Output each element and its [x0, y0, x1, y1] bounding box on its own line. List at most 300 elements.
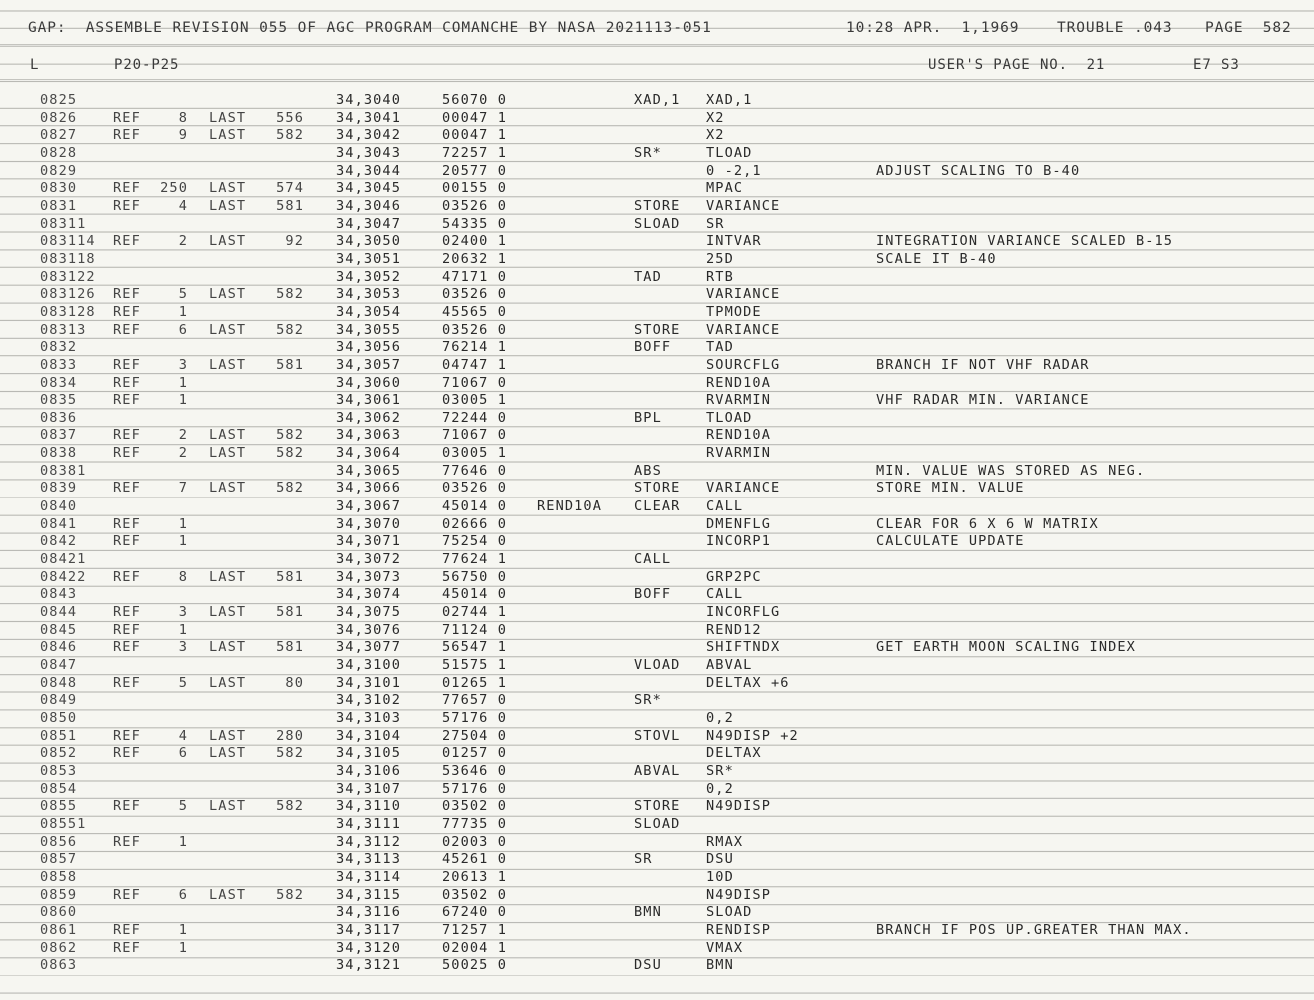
line-number: 08551	[40, 815, 87, 832]
last-page: 582	[276, 798, 304, 815]
address: 34,3110	[336, 798, 401, 815]
comment: SCALE IT B-40	[876, 250, 997, 267]
comment: BRANCH IF NOT VHF RADAR	[876, 356, 1090, 373]
ref-count: 1	[178, 374, 188, 391]
address: 34,3100	[336, 657, 401, 673]
operand: VARIANCE	[706, 197, 781, 214]
address: 34,3104	[336, 727, 401, 744]
address: 34,3063	[336, 427, 401, 444]
line-number: 0846	[40, 639, 78, 656]
operand: RVARMIN	[706, 445, 771, 462]
listing-body	[0, 92, 1314, 975]
last-page: 581	[276, 197, 304, 214]
operand: DELTAX +6	[706, 674, 790, 691]
operand: BMN	[706, 957, 734, 974]
opcode: ABS	[634, 462, 662, 479]
operand: SR	[706, 215, 725, 232]
ref-count: 1	[178, 939, 188, 956]
ref-tag: REF	[113, 427, 141, 444]
listing-row	[0, 127, 1314, 145]
listing-row	[0, 604, 1314, 622]
operand: TPMODE	[706, 303, 762, 320]
line-number: 0838	[40, 445, 78, 462]
line-number: 0827	[40, 127, 78, 144]
ref-tag: REF	[113, 939, 141, 956]
address: 34,3105	[336, 745, 401, 762]
octal-code: 71067 0	[442, 374, 507, 391]
last-tag: LAST	[209, 356, 247, 373]
octal-code: 03005 1	[442, 445, 507, 462]
comment: CALCULATE UPDATE	[876, 533, 1025, 550]
listing-row	[0, 180, 1314, 198]
operand: VARIANCE	[706, 480, 781, 497]
listing-row	[0, 851, 1314, 869]
address: 34,3103	[336, 709, 401, 726]
listing-row	[0, 516, 1314, 534]
ref-count: 1	[178, 515, 188, 532]
line-number: 0833	[40, 356, 78, 373]
last-page: 80	[285, 674, 304, 691]
listing-row	[0, 940, 1314, 958]
comment: CLEAR FOR 6 X 6 W MATRIX	[876, 515, 1099, 532]
address: 34,3111	[336, 815, 401, 832]
comment: ADJUST SCALING TO B-40	[876, 162, 1081, 179]
operand: DSU	[706, 851, 734, 868]
comment: INTEGRATION VARIANCE SCALED B-15	[876, 233, 1174, 250]
address: 34,3074	[336, 586, 401, 603]
operand: VARIANCE	[706, 286, 781, 303]
address: 34,3073	[336, 568, 401, 585]
line-number: 0845	[40, 621, 78, 638]
octal-code: 01265 1	[442, 674, 507, 691]
octal-code: 03526 0	[442, 480, 507, 497]
opcode: BPL	[634, 409, 662, 426]
listing-row	[0, 463, 1314, 481]
opcode: CLEAR	[634, 498, 681, 515]
listing-row	[0, 480, 1314, 498]
operand: N49DISP	[706, 798, 771, 815]
ref-count: 2	[178, 445, 188, 462]
last-tag: LAST	[209, 639, 247, 656]
last-page: 582	[276, 886, 304, 903]
operand: SHIFTNDX	[706, 639, 781, 656]
sheet-code: E7 S3	[1193, 57, 1240, 73]
ref-tag: REF	[113, 674, 141, 691]
ref-tag: REF	[113, 480, 141, 497]
octal-code: 03526 0	[442, 321, 507, 338]
line-number: 0862	[40, 939, 78, 956]
opcode: BMN	[634, 904, 662, 921]
octal-code: 56547 1	[442, 639, 507, 656]
address: 34,3044	[336, 162, 401, 179]
ref-count: 5	[178, 286, 188, 303]
line-number: 0843	[40, 586, 78, 603]
ref-count: 6	[178, 745, 188, 762]
ref-count: 5	[178, 674, 188, 691]
octal-code: 02003 0	[442, 833, 507, 850]
address: 34,3051	[336, 250, 401, 267]
listing-row	[0, 869, 1314, 887]
opcode: CALL	[634, 551, 672, 568]
last-page: 582	[276, 745, 304, 762]
listing-row	[0, 675, 1314, 693]
last-page: 582	[276, 127, 304, 144]
operand: TLOAD	[706, 144, 753, 161]
listing-row	[0, 304, 1314, 322]
address: 34,3056	[336, 339, 401, 356]
last-tag: LAST	[209, 286, 247, 303]
line-number: 0852	[40, 745, 78, 762]
octal-code: 76214 1	[442, 339, 507, 356]
line-number: 0840	[40, 498, 78, 515]
line-number: 08381	[40, 462, 87, 479]
octal-code: 53646 0	[442, 762, 507, 779]
listing-row	[0, 904, 1314, 922]
comment: GET EARTH MOON SCALING INDEX	[876, 639, 1136, 656]
line-number: 0851	[40, 727, 78, 744]
operand: SLOAD	[706, 904, 753, 921]
octal-code: 50025 0	[442, 957, 507, 974]
ref-tag: REF	[113, 127, 141, 144]
octal-code: 03502 0	[442, 798, 507, 815]
octal-code: 57176 0	[442, 780, 507, 797]
octal-code: 71124 0	[442, 621, 507, 638]
address: 34,3057	[336, 356, 401, 373]
octal-code: 02744 1	[442, 604, 507, 621]
listing-row	[0, 286, 1314, 304]
line-number: 0826	[40, 109, 78, 126]
line-number: 0860	[40, 904, 78, 921]
listing-row	[0, 110, 1314, 128]
listing-row	[0, 922, 1314, 940]
operand: TLOAD	[706, 409, 753, 426]
address: 34,3075	[336, 604, 401, 621]
octal-code: 72257 1	[442, 144, 507, 161]
octal-code: 71067 0	[442, 427, 507, 444]
line-number: 08421	[40, 551, 87, 568]
octal-code: 77624 1	[442, 551, 507, 568]
operand: RMAX	[706, 833, 744, 850]
last-page: 581	[276, 356, 304, 373]
operand: VARIANCE	[706, 321, 781, 338]
listing-row	[0, 251, 1314, 269]
opcode: TAD	[634, 268, 662, 285]
address: 34,3042	[336, 127, 401, 144]
opcode: SR*	[634, 692, 662, 709]
opcode: DSU	[634, 957, 662, 974]
address: 34,3070	[336, 515, 401, 532]
last-tag: LAST	[209, 480, 247, 497]
listing-row	[0, 657, 1314, 675]
address: 34,3121	[336, 957, 401, 974]
listing-row	[0, 798, 1314, 816]
last-tag: LAST	[209, 445, 247, 462]
octal-code: 51575 1	[442, 657, 507, 673]
opcode: XAD,1	[634, 92, 681, 108]
ref-tag: REF	[113, 321, 141, 338]
listing-row	[0, 216, 1314, 234]
ref-tag: REF	[113, 727, 141, 744]
line-number: 0856	[40, 833, 78, 850]
listing-row	[0, 728, 1314, 746]
last-page: 581	[276, 604, 304, 621]
last-tag: LAST	[209, 886, 247, 903]
address: 34,3046	[336, 197, 401, 214]
label: REND10A	[537, 498, 602, 515]
last-page: 582	[276, 286, 304, 303]
line-number: 0836	[40, 409, 78, 426]
octal-code: 45014 0	[442, 586, 507, 603]
octal-code: 77646 0	[442, 462, 507, 479]
listing-row	[0, 427, 1314, 445]
address: 34,3061	[336, 392, 401, 409]
listing-row	[0, 357, 1314, 375]
octal-code: 45261 0	[442, 851, 507, 868]
ref-count: 1	[178, 392, 188, 409]
opcode: SR*	[634, 144, 662, 161]
address: 34,3101	[336, 674, 401, 691]
ref-count: 9	[178, 127, 188, 144]
listing-row	[0, 145, 1314, 163]
operand: N49DISP	[706, 886, 771, 903]
line-number: 083118	[40, 250, 96, 267]
ref-count: 8	[178, 109, 188, 126]
address: 34,3045	[336, 180, 401, 197]
line-number: 08422	[40, 568, 87, 585]
line-number: 0831	[40, 197, 78, 214]
operand: CALL	[706, 498, 744, 515]
last-tag: LAST	[209, 127, 247, 144]
ref-count: 5	[178, 798, 188, 815]
ref-count: 1	[178, 533, 188, 550]
opcode: BOFF	[634, 586, 672, 603]
users-page-number: USER'S PAGE NO. 21	[928, 57, 1106, 73]
octal-code: 01257 0	[442, 745, 507, 762]
address: 34,3066	[336, 480, 401, 497]
octal-code: 67240 0	[442, 904, 507, 921]
operand: REND10A	[706, 374, 771, 391]
last-tag: LAST	[209, 727, 247, 744]
page-number: PAGE 582	[1205, 20, 1292, 36]
operand: REND10A	[706, 427, 771, 444]
line-number: 0842	[40, 533, 78, 550]
octal-code: 56750 0	[442, 568, 507, 585]
operand: 10D	[706, 868, 734, 885]
last-tag: LAST	[209, 197, 247, 214]
operand: RTB	[706, 268, 734, 285]
octal-code: 03526 0	[442, 286, 507, 303]
line-number: 0832	[40, 339, 78, 356]
last-page: 581	[276, 568, 304, 585]
address: 34,3102	[336, 692, 401, 709]
listing-row	[0, 745, 1314, 763]
ref-tag: REF	[113, 356, 141, 373]
ref-tag: REF	[113, 197, 141, 214]
last-page: 582	[276, 445, 304, 462]
line-number: 083122	[40, 268, 96, 285]
page-header	[0, 20, 1314, 42]
ref-count: 2	[178, 233, 188, 250]
opcode: STORE	[634, 480, 681, 497]
listing-row	[0, 692, 1314, 710]
line-number: 0835	[40, 392, 78, 409]
listing-row	[0, 498, 1314, 516]
operand: REND12	[706, 621, 762, 638]
address: 34,3107	[336, 780, 401, 797]
octal-code: 03502 0	[442, 886, 507, 903]
line-number: 083128	[40, 303, 96, 320]
ref-tag: REF	[113, 109, 141, 126]
opcode: SLOAD	[634, 215, 681, 232]
last-page: 92	[285, 233, 304, 250]
ref-tag: REF	[113, 286, 141, 303]
operand: GRP2PC	[706, 568, 762, 585]
listing-row	[0, 339, 1314, 357]
address: 34,3071	[336, 533, 401, 550]
octal-code: 20577 0	[442, 162, 507, 179]
octal-code: 02666 0	[442, 515, 507, 532]
page-subheader	[0, 57, 1314, 79]
ref-count: 3	[178, 604, 188, 621]
address: 34,3054	[336, 303, 401, 320]
last-page: 574	[276, 180, 304, 197]
octal-code: 03526 0	[442, 197, 507, 214]
listing-row	[0, 533, 1314, 551]
listing-row	[0, 710, 1314, 728]
line-number: 0837	[40, 427, 78, 444]
octal-code: 72244 0	[442, 409, 507, 426]
operand: N49DISP +2	[706, 727, 799, 744]
operand: DMENFLG	[706, 515, 771, 532]
operand: ABVAL	[706, 657, 753, 673]
line-number: 0848	[40, 674, 78, 691]
last-tag: LAST	[209, 798, 247, 815]
line-number: 0857	[40, 851, 78, 868]
address: 34,3065	[336, 462, 401, 479]
opcode: STOVL	[634, 727, 681, 744]
comment: BRANCH IF POS UP.GREATER THAN MAX.	[876, 921, 1192, 938]
line-number: 0829	[40, 162, 78, 179]
listing-row	[0, 586, 1314, 604]
opcode: STORE	[634, 197, 681, 214]
listing-row	[0, 233, 1314, 251]
listing-row	[0, 269, 1314, 287]
operand: X2	[706, 127, 725, 144]
ref-tag: REF	[113, 233, 141, 250]
operand: 25D	[706, 250, 734, 267]
ref-count: 7	[178, 480, 188, 497]
address: 34,3052	[336, 268, 401, 285]
octal-code: 02400 1	[442, 233, 507, 250]
octal-code: 57176 0	[442, 709, 507, 726]
last-page: 582	[276, 480, 304, 497]
octal-code: 56070 0	[442, 92, 507, 108]
line-number: 08311	[40, 215, 87, 232]
ref-tag: REF	[113, 303, 141, 320]
last-tag: LAST	[209, 427, 247, 444]
octal-code: 00155 0	[442, 180, 507, 197]
line-number: 08313	[40, 321, 87, 338]
listing-row	[0, 445, 1314, 463]
operand: INTVAR	[706, 233, 762, 250]
listing-row	[0, 622, 1314, 640]
ref-tag: REF	[113, 604, 141, 621]
section-name: P20-P25	[114, 57, 180, 73]
octal-code: 45565 0	[442, 303, 507, 320]
listing-mark: L	[30, 57, 40, 73]
octal-code: 03005 1	[442, 392, 507, 409]
header-divider	[0, 44, 1314, 45]
ref-tag: REF	[113, 533, 141, 550]
ref-tag: REF	[113, 445, 141, 462]
last-tag: LAST	[209, 674, 247, 691]
line-number: 0847	[40, 657, 78, 673]
ref-tag: REF	[113, 798, 141, 815]
address: 34,3114	[336, 868, 401, 885]
address: 34,3062	[336, 409, 401, 426]
line-number: 0858	[40, 868, 78, 885]
operand: SR*	[706, 762, 734, 779]
last-tag: LAST	[209, 745, 247, 762]
octal-code: 71257 1	[442, 921, 507, 938]
line-number: 0861	[40, 921, 78, 938]
operand: MPAC	[706, 180, 744, 197]
ref-count: 4	[178, 197, 188, 214]
octal-code: 45014 0	[442, 498, 507, 515]
print-datetime: 10:28 APR. 1,1969	[846, 20, 1020, 36]
octal-code: 20613 1	[442, 868, 507, 885]
listing-row	[0, 957, 1314, 975]
ref-tag: REF	[113, 639, 141, 656]
ref-count: 4	[178, 727, 188, 744]
octal-code: 27504 0	[442, 727, 507, 744]
line-number: 0855	[40, 798, 78, 815]
address: 34,3113	[336, 851, 401, 868]
line-number: 0828	[40, 144, 78, 161]
ref-tag: REF	[113, 374, 141, 391]
line-number: 083114	[40, 233, 96, 250]
operand: INCORFLG	[706, 604, 781, 621]
ref-count: 6	[178, 321, 188, 338]
ref-tag: REF	[113, 515, 141, 532]
operand: RVARMIN	[706, 392, 771, 409]
listing-row	[0, 410, 1314, 428]
operand: 0,2	[706, 709, 734, 726]
last-page: 582	[276, 321, 304, 338]
opcode: VLOAD	[634, 657, 681, 673]
address: 34,3117	[336, 921, 401, 938]
ref-tag: REF	[113, 833, 141, 850]
address: 34,3077	[336, 639, 401, 656]
comment: VHF RADAR MIN. VARIANCE	[876, 392, 1090, 409]
last-page: 582	[276, 427, 304, 444]
ref-tag: REF	[113, 180, 141, 197]
listing-row	[0, 781, 1314, 799]
listing-row	[0, 551, 1314, 569]
line-number: 0825	[40, 92, 78, 108]
ref-tag: REF	[113, 621, 141, 638]
address: 34,3076	[336, 621, 401, 638]
octal-code: 00047 1	[442, 109, 507, 126]
address: 34,3067	[336, 498, 401, 515]
listing-row	[0, 834, 1314, 852]
comment: MIN. VALUE WAS STORED AS NEG.	[876, 462, 1146, 479]
line-number: 0853	[40, 762, 78, 779]
last-tag: LAST	[209, 233, 247, 250]
listing-row	[0, 322, 1314, 340]
last-page: 581	[276, 639, 304, 656]
operand: 0 -2,1	[706, 162, 762, 179]
